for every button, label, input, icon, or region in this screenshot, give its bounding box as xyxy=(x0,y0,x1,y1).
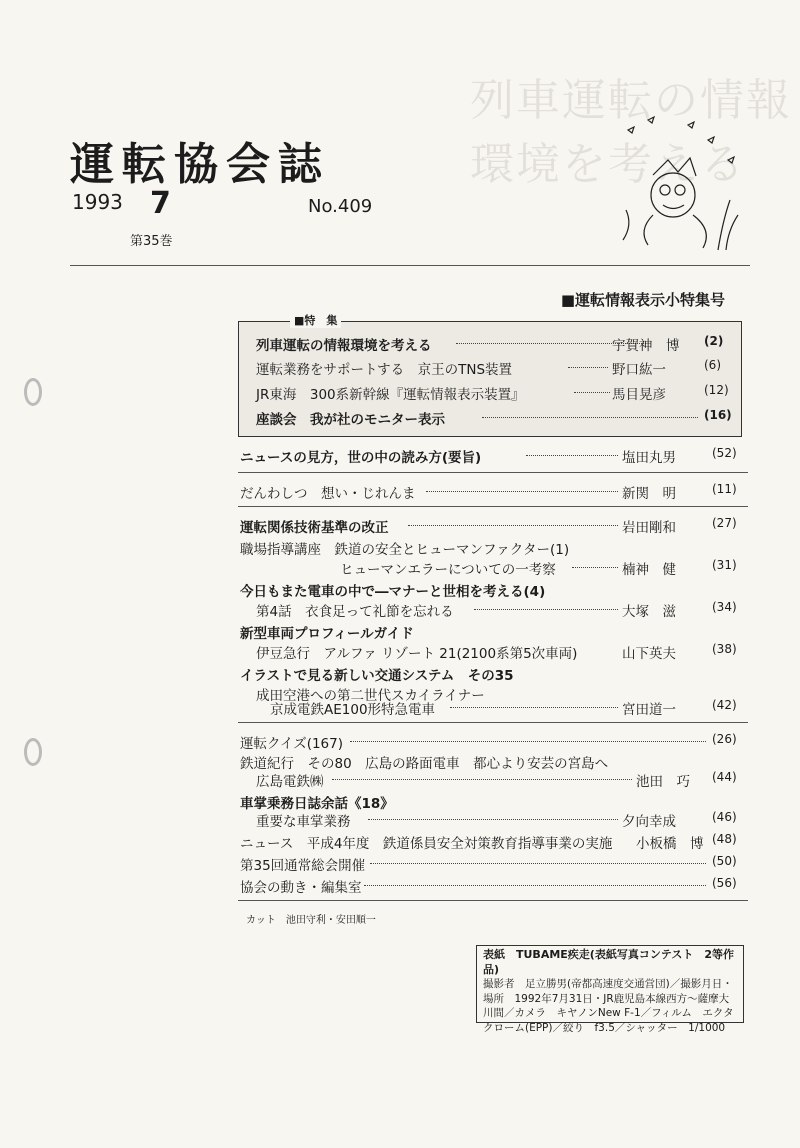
toc-title: 第4話 衣食足って礼節を忘れる xyxy=(256,604,454,620)
bleed-through-title: 列車運転の情報環境を考える xyxy=(470,75,792,190)
volume-number: 第35巻 xyxy=(130,234,173,249)
leader-dots xyxy=(350,741,706,742)
binder-hole-top xyxy=(24,378,42,406)
toc-title: ニュースの見方，世の中の読み方(要旨) xyxy=(240,450,482,466)
toc-page: (52) xyxy=(712,446,737,460)
cover-note-title: 表紙 TUBAME疾走(表紙写真コンテスト 2等作品) xyxy=(483,948,735,976)
toc-title: 新型車両プロフィールガイド xyxy=(240,626,414,642)
toc-page: (42) xyxy=(712,698,737,712)
toc-title: 車掌乗務日誌余話《18》 xyxy=(240,796,394,812)
toc-title: 成田空港への第二世代スカイライナー xyxy=(256,688,485,704)
toc-author: 大塚 滋 xyxy=(622,604,676,620)
leader-dots xyxy=(572,567,618,568)
cover-note xyxy=(476,945,744,1034)
leader-dots xyxy=(574,392,610,393)
toc-author: 宮田道一 xyxy=(622,702,676,718)
leader-dots xyxy=(450,707,618,708)
toc-title: 重要な車掌業務 xyxy=(256,814,351,830)
leader-dots xyxy=(526,455,618,456)
feature-title: 列車運転の情報環境を考える xyxy=(256,338,432,354)
feature-author: 宇賀神 博 xyxy=(612,338,680,354)
cover-illustration-icon xyxy=(618,100,748,255)
issue-number: No.409 xyxy=(308,196,373,217)
toc-title: イラストで見る新しい交通システム その35 xyxy=(240,668,514,684)
toc-page: (50) xyxy=(712,854,737,868)
binder-hole-bottom xyxy=(24,738,42,766)
leader-dots xyxy=(332,779,632,780)
divider xyxy=(238,506,748,507)
toc-page: (38) xyxy=(712,642,737,656)
toc-page: (11) xyxy=(712,482,737,496)
toc-title: 協会の動き・編集室 xyxy=(240,880,362,896)
toc-author: 新関 明 xyxy=(622,486,676,502)
toc-page: (34) xyxy=(712,600,737,614)
leader-dots xyxy=(426,491,618,492)
toc-title: だんわしつ 想い・じれんま xyxy=(240,486,416,502)
toc-title: 伊豆急行 アルファ リゾート 21(2100系第5次車両) xyxy=(256,646,578,662)
toc-page: (48) xyxy=(712,832,737,846)
feature-title: 座談会 我が社のモニター表示 xyxy=(256,412,445,428)
leader-dots xyxy=(474,609,618,610)
divider xyxy=(238,722,748,723)
toc-author: 小板橋 博 xyxy=(636,836,704,852)
feature-page: (2) xyxy=(704,334,724,348)
divider xyxy=(238,472,748,473)
toc-title: 広島電鉄㈱ xyxy=(256,774,324,790)
toc-page: (56) xyxy=(712,876,737,890)
header-divider xyxy=(70,265,750,266)
toc-author: 山下英夫 xyxy=(622,646,676,662)
feature-page: (6) xyxy=(704,358,721,372)
toc-page: (26) xyxy=(712,732,737,746)
toc-title: 京成電鉄AE100形特急電車 xyxy=(270,702,436,718)
toc-page: (27) xyxy=(712,516,737,530)
toc-author: 池田 巧 xyxy=(636,774,690,790)
divider xyxy=(238,900,748,901)
special-issue-heading: ■運転情報表示小特集号 xyxy=(560,291,725,309)
toc-page: (46) xyxy=(712,810,737,824)
issue-month: 7 xyxy=(150,186,171,221)
toc-title: ニュース 平成4年度 鉄道係員安全対策教育指導事業の実施 xyxy=(240,836,613,852)
feature-page: (12) xyxy=(704,383,729,397)
toc-title: 職場指導講座 鉄道の安全とヒューマンファクター(1) xyxy=(240,542,570,558)
toc-author: 夕向幸成 xyxy=(622,814,676,830)
toc-title: 鉄道紀行 その80 広島の路面電車 都心より安芸の宮島へ xyxy=(240,756,609,772)
leader-dots xyxy=(568,367,608,368)
feature-label: ■特 集 xyxy=(290,312,341,328)
leader-dots xyxy=(370,863,706,864)
toc-page: (31) xyxy=(712,558,737,572)
cut-credit: カット 池田守利・安田順一 xyxy=(246,915,376,926)
leader-dots xyxy=(408,525,618,526)
toc-author: 塩田丸男 xyxy=(622,450,676,466)
toc-author: 岩田剛和 xyxy=(622,520,676,536)
toc-author: 楠神 健 xyxy=(622,562,676,578)
toc-title: 今日もまた電車の中で―マナーと世相を考える(4) xyxy=(240,584,546,600)
feature-author: 野口紘一 xyxy=(612,362,666,378)
leader-dots xyxy=(482,417,698,418)
feature-title: JR東海 300系新幹線『運転情報表示装置』 xyxy=(256,387,525,403)
toc-title: 運転関係技術基準の改正 xyxy=(240,520,389,536)
toc-title: 運転クイズ(167) xyxy=(240,736,343,752)
issue-year: 1993 xyxy=(72,190,123,214)
cover-note-details: 撮影者 足立勝男(帝都高速度交通営団)／撮影月日・場所 1992年7月31日・JR鹿児島本線西方～薩摩大川間／カメラ キヤノンNew F-1／フィルム エクタクローム(EPP)／絞り f3.5／シャッター 1/1000 xyxy=(483,978,734,1034)
toc-title: ヒューマンエラーについての一考察 xyxy=(340,562,556,578)
feature-page: (16) xyxy=(704,408,732,422)
leader-dots xyxy=(364,885,706,886)
magazine-title: 運転協会誌 xyxy=(70,139,330,190)
toc-title: 第35回通常総会開催 xyxy=(240,858,366,874)
feature-title: 運転業務をサポートする 京王のTNS装置 xyxy=(256,362,513,378)
leader-dots xyxy=(368,819,618,820)
feature-author: 馬目晃彦 xyxy=(612,387,666,403)
toc-page: (44) xyxy=(712,770,737,784)
